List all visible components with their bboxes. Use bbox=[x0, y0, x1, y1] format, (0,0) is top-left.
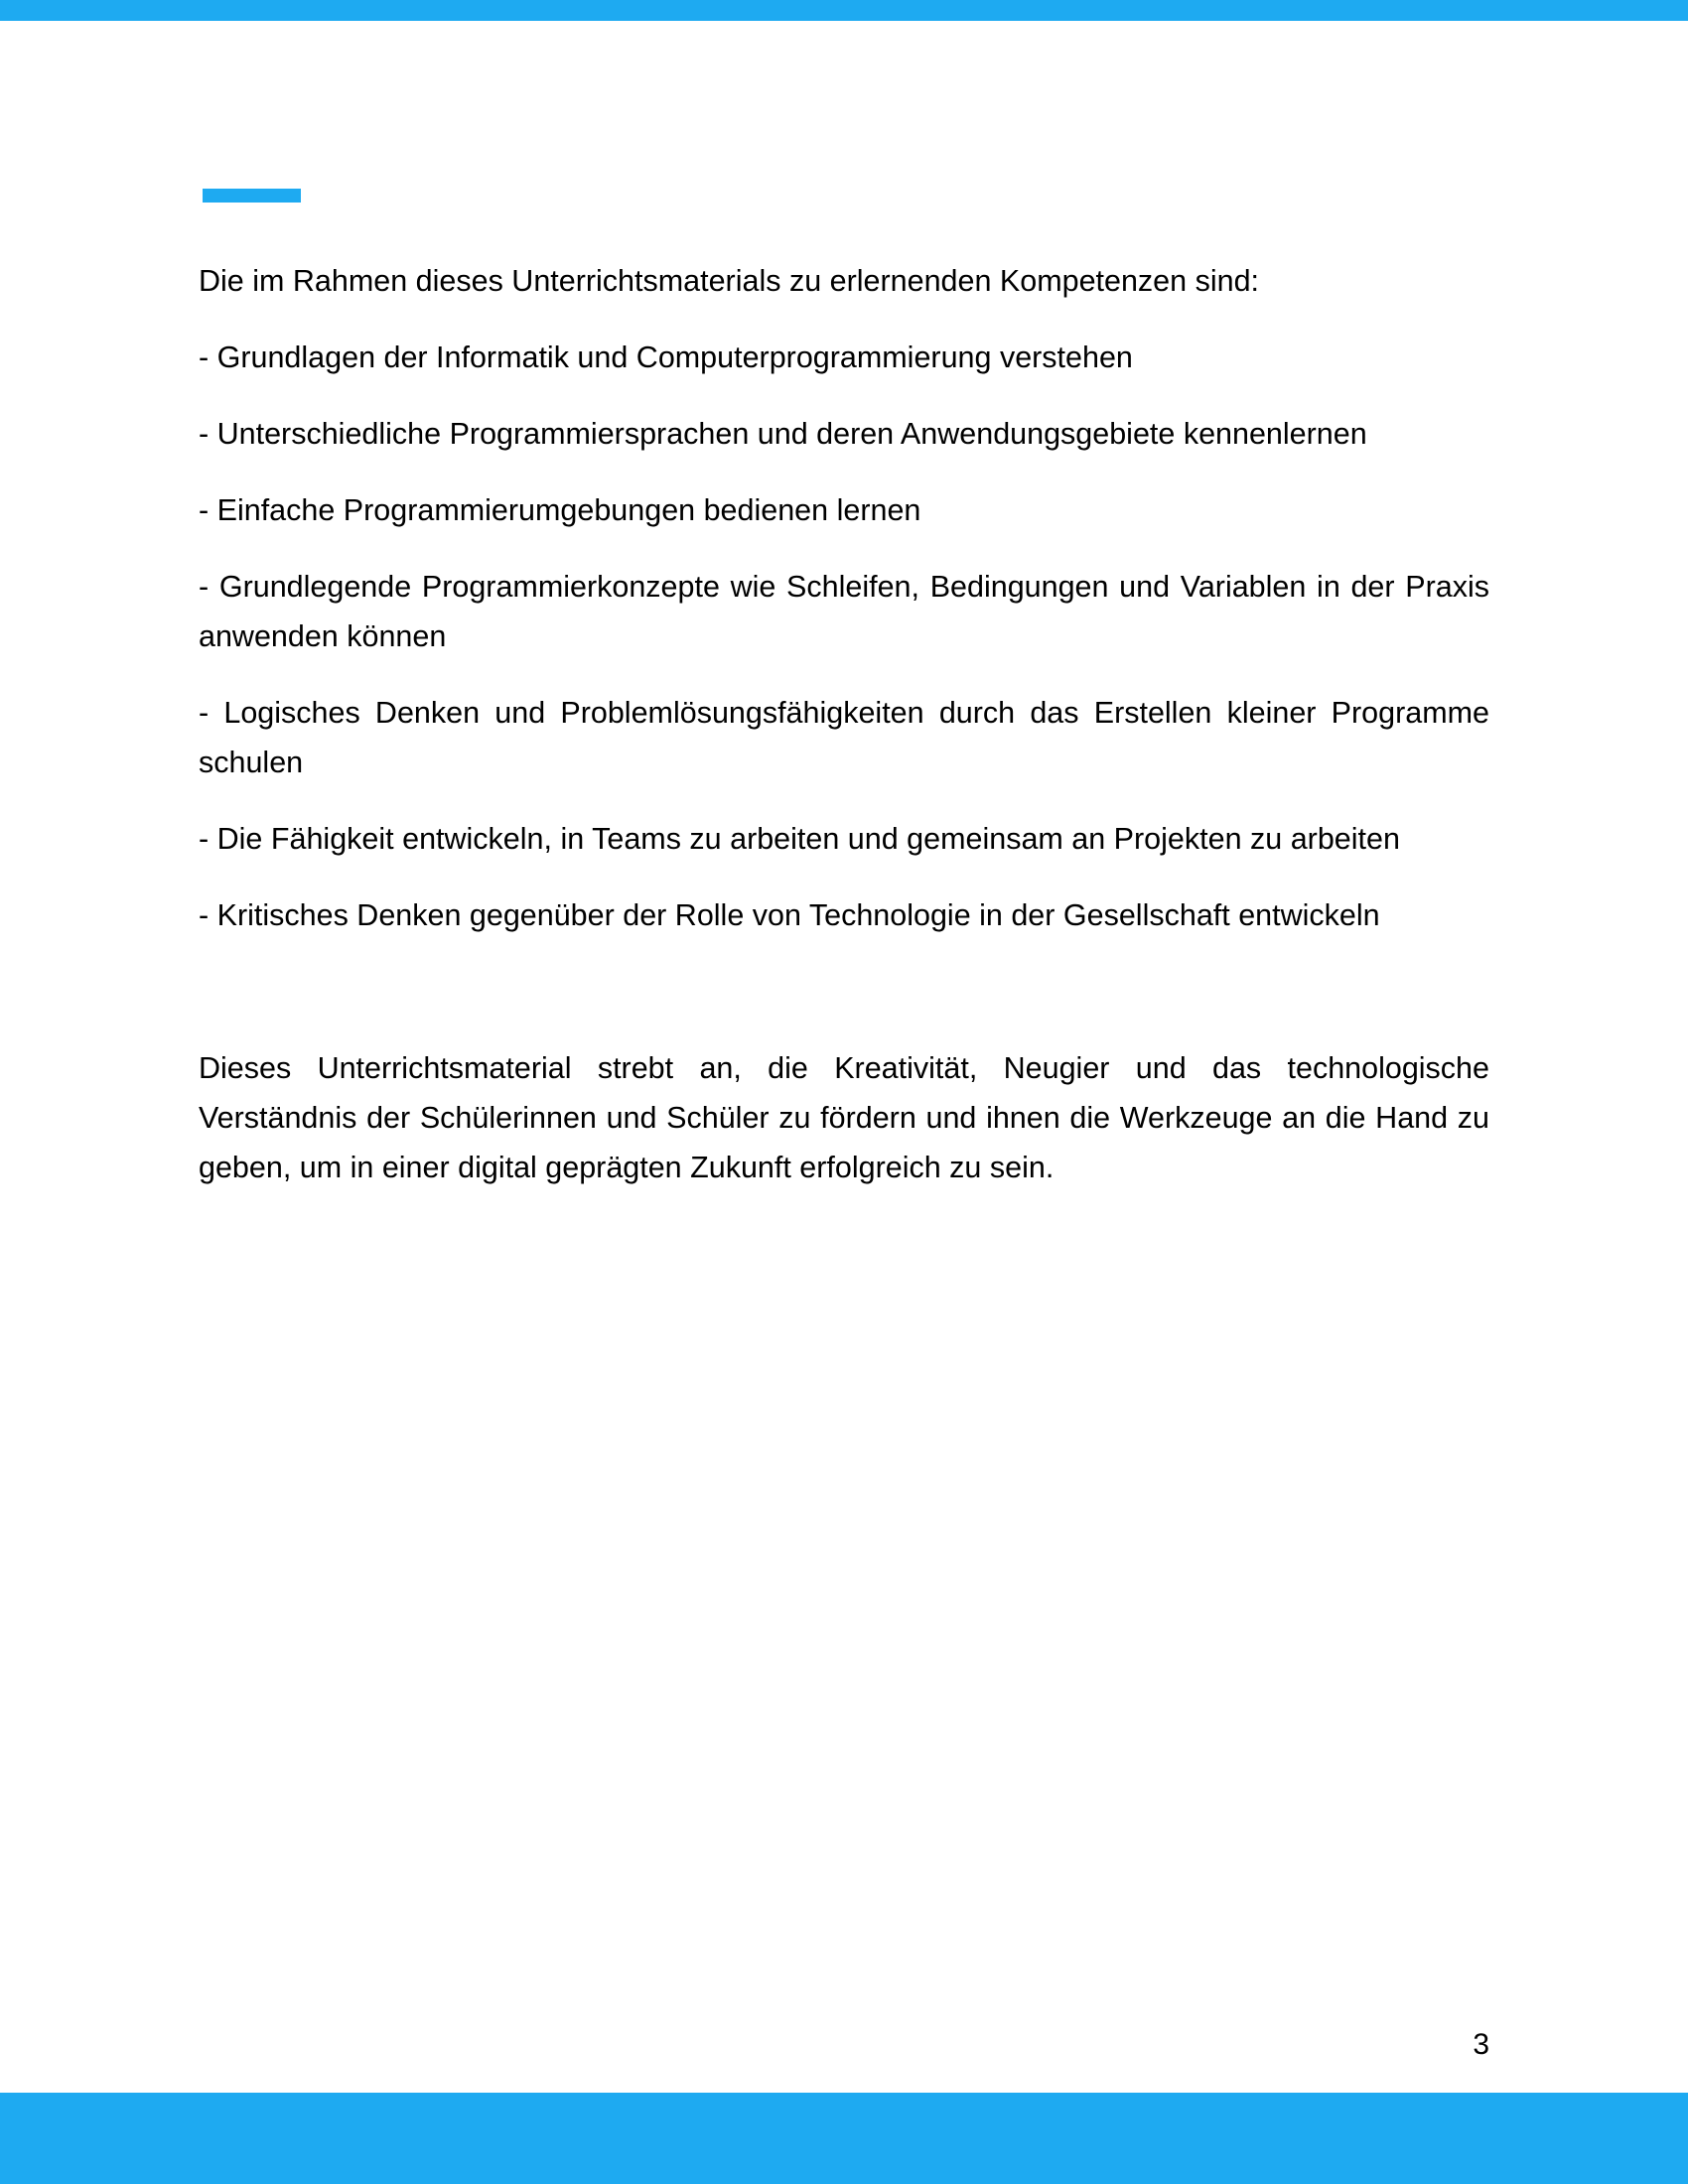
page-content bbox=[199, 256, 1489, 1219]
intro-paragraph: Die im Rahmen dieses Unterrichtsmaterials zu erlernenden Kompetenzen sind: bbox=[199, 264, 1260, 298]
competency-item: - Die Fähigkeit entwickeln, in Teams zu arbeiten und gemeinsam an Projekten zu arbeiten bbox=[199, 822, 1400, 856]
top-accent-bar bbox=[0, 0, 1688, 21]
competency-item: - Kritisches Denken gegenüber der Rolle von Technologie in der Gesellschaft entwickeln bbox=[199, 898, 1380, 932]
competency-item: - Logisches Denken und Problemlösungsfähigkeiten durch das Erstellen kleiner Programme schulen bbox=[199, 696, 1489, 779]
bottom-accent-bar bbox=[0, 2093, 1688, 2184]
competency-item: - Grundlagen der Informatik und Computerprogrammierung verstehen bbox=[199, 341, 1133, 374]
competency-item: - Einfache Programmierumgebungen bedienen lernen bbox=[199, 493, 921, 527]
closing-paragraph: Dieses Unterrichtsmaterial strebt an, die Kreativität, Neugier und das technologische Verständnis der Schülerinnen und Schüler zu fördern und ihnen die Werkzeuge an die Hand zu geben, um in einer digital geprägten Zukunft erfolgreich zu sein. bbox=[199, 1051, 1489, 1184]
competency-item: - Grundlegende Programmierkonzepte wie Schleifen, Bedingungen und Variablen in der Praxis anwenden können bbox=[199, 570, 1489, 653]
section-accent-rule bbox=[203, 189, 301, 203]
page-number: 3 bbox=[1473, 2028, 1489, 2061]
competency-item: - Unterschiedliche Programmiersprachen und deren Anwendungsgebiete kennenlernen bbox=[199, 417, 1367, 451]
